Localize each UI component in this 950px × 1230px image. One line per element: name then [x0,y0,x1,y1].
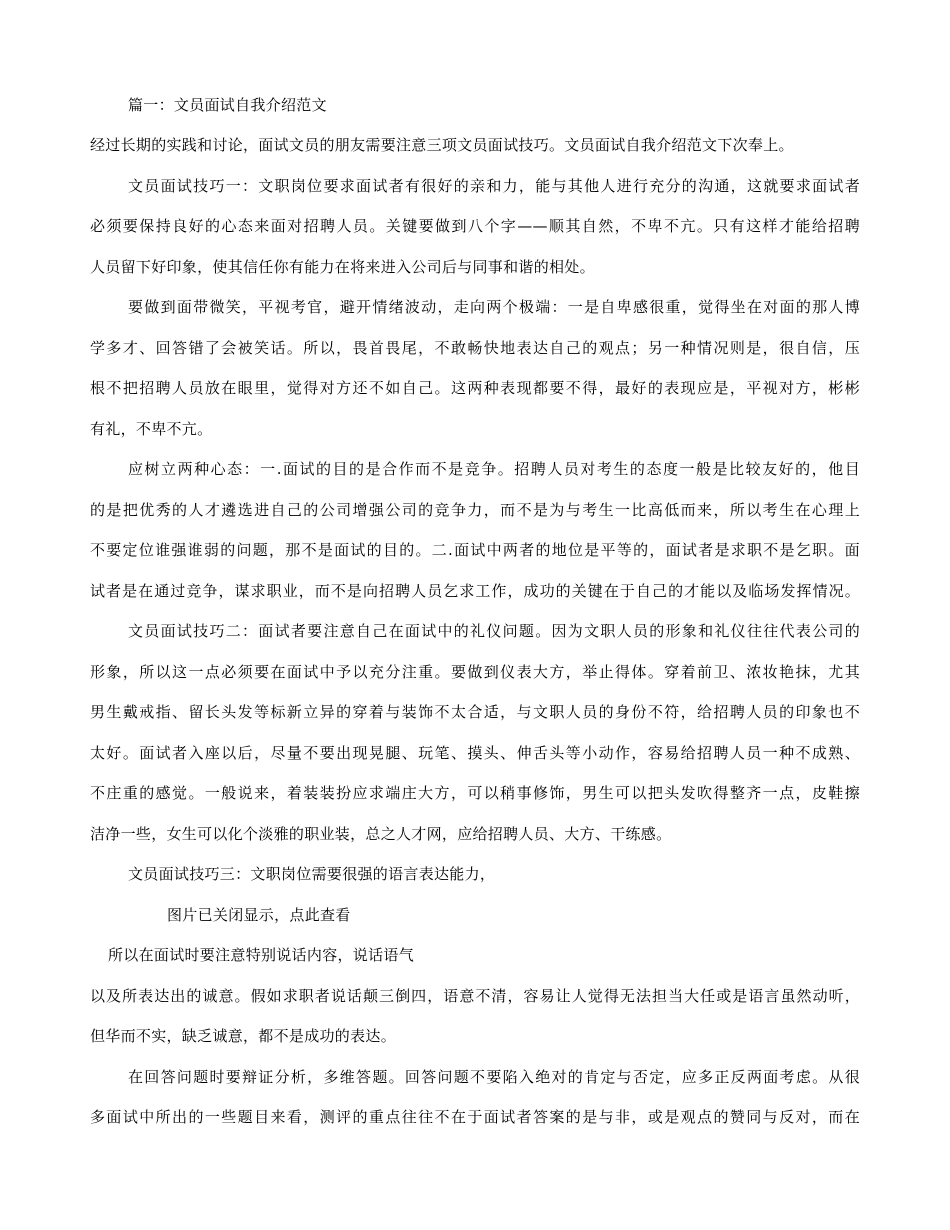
speech-line: 但华而不实，缺乏诚意，都不是成功的表达。 [90,1027,397,1045]
mindset-line: 试者是在通过竞争，谋求职业，而不是向招聘人员乞求工作，成功的关键在于自己的才能以及临场发挥情况。 [90,582,860,600]
dialectic-line: 多面试中所出的一些题目来看，测评的重点往往不在于面试者答案的是与非，或是观点的赞同与反对，而在 [90,1108,860,1126]
tip2-line: 不庄重的感觉。一般说来，着装装扮应求端庄大方，可以稍事修饰，男生可以把头发吹得整齐一点，皮鞋擦 [90,784,860,802]
smile-line: 学多才、回答错了会被笑话。所以，畏首畏尾，不敢畅快地表达自己的观点；另一种情况则是，很自信，压 [90,339,860,357]
dialectic-line: 在回答问题时要辩证分析，多维答题。回答问题不要陷入绝对的肯定与否定，应多正反两面考虑。从很 [128,1068,860,1086]
intro-paragraph: 经过长期的实践和讨论，面试文员的朋友需要注意三项文员面试技巧。文员面试自我介绍范文下次奉上。 [90,136,794,154]
smile-line: 根不把招聘人员放在眼里，觉得对方还不如自己。这两种表现都要不得，最好的表现应是，平视对方，彬彬 [90,379,860,397]
tip1-line: 人员留下好印象，使其信任你有能力在将来进入公司后与同事和谐的相处。 [90,258,595,276]
tip3-line: 文员面试技巧三：文职岗位需要很强的语言表达能力， [128,865,496,883]
tip2-line: 形象，所以这一点必须要在面试中予以充分注重。要做到仪表大方，举止得体。穿着前卫、浓妆艳抹，尤其 [90,663,860,681]
mindset-line: 不要定位谁强谁弱的问题，那不是面试的目的。二.面试中两者的地位是平等的，面试者是求职不是乞职。面 [90,541,860,559]
mindset-line: 应树立两种心态：一.面试的目的是合作而不是竞争。招聘人员对考生的态度一般是比较友好的，他目 [128,460,860,478]
tip1-line: 文员面试技巧一：文职岗位要求面试者有很好的亲和力，能与其他人进行充分的沟通，这就要求面试者 [128,177,860,195]
smile-line: 有礼，不卑不亢。 [90,420,213,438]
tip1-line: 必须要保持良好的心态来面对招聘人员。关键要做到八个字——顺其自然，不卑不亢。只有这样才能给招聘 [90,217,860,235]
speech-line: 以及所表达出的诚意。假如求职者说话颠三倒四，语意不清，容易让人觉得无法担当大任或是语言虽然动听， [90,987,860,1005]
tip2-line: 男生戴戒指、留长头发等标新立异的穿着与装饰不太合适，与文职人员的身份不符，给招聘人员的印象也不 [90,703,860,721]
tip2-line: 洁净一些，女生可以化个淡雅的职业装，总之人才网，应给招聘人员、大方、干练感。 [90,825,672,843]
image-notice-link[interactable]: 图片已关闭显示，点此查看 [167,906,351,924]
tip2-line: 太好。面试者入座以后，尽量不要出现晃腿、玩笔、摸头、伸舌头等小动作，容易给招聘人员一种不成熟、 [90,744,860,762]
tip2-line: 文员面试技巧二：面试者要注意自己在面试中的礼仪问题。因为文职人员的形象和礼仪往往代表公司的 [128,622,860,640]
smile-line: 要做到面带微笑，平视考官，避开情绪波动，走向两个极端：一是自卑感很重，觉得坐在对面的那人博 [128,298,860,316]
mindset-line: 的是把优秀的人才遴选进自己的公司增强公司的竞争力，而不是为与考生一比高低而来，所以考生在心理上 [90,501,860,519]
speech-line: 所以在面试时要注意特别说话内容，说话语气 [108,946,415,964]
document-heading: 篇一：文员面试自我介绍范文 [128,96,327,114]
